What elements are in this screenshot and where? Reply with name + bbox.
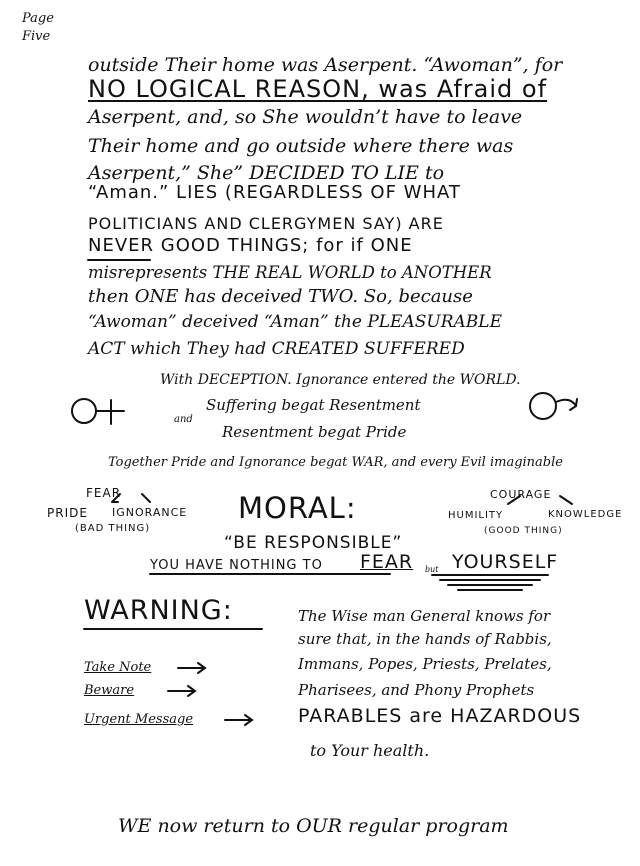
body-line: ACT which They had CREATED SUFFERED (88, 339, 465, 359)
male-symbol-icon (530, 393, 577, 419)
body-line: “Aman.” LIES (REGARDLESS OF WHAT (88, 182, 461, 203)
warning-message-line: to Your health. (310, 741, 430, 760)
moral-knowledge: KNOWLEDGE (548, 509, 623, 520)
warning-title: WARNING: (84, 595, 233, 626)
moral-bad-thing: (BAD THING) (75, 523, 151, 534)
page-label-page: Page (22, 11, 54, 26)
warning-message-line: Immans, Popes, Priests, Prelates, (298, 655, 552, 673)
female-symbol-icon (72, 399, 124, 424)
but-word: but (425, 565, 439, 574)
moral-fear: FEAR (86, 486, 122, 500)
return-line: WE now return to OUR regular program (118, 815, 509, 837)
body-line: “Awoman” deceived “Aman” the PLEASURABLE (88, 312, 502, 332)
be-responsible: “BE RESPONSIBLE” (224, 533, 403, 553)
body-line: NO LOGICAL REASON, was Afraid of (88, 75, 548, 103)
moral-good-thing: (GOOD THING) (484, 526, 563, 536)
begat-line-and: and (174, 414, 193, 425)
body-line: Their home and go outside where there was (88, 135, 514, 157)
begat-line-2: Resentment begat Pride (222, 423, 407, 441)
body-line: Aserpent, and, so She wouldn’t have to leave (88, 106, 523, 128)
body-line: Aserpent,” She” DECIDED TO LIE to (88, 162, 445, 184)
moral-title: MORAL: (238, 491, 357, 525)
fear-word: FEAR (360, 551, 414, 573)
together-line: Together Pride and Ignorance begat WAR, and every Evil imaginable (108, 455, 563, 470)
deception-line: With DECEPTION. Ignorance entered the WORLD. (160, 372, 521, 388)
body-line: POLITICIANS AND CLERGYMEN SAY) ARE (88, 214, 444, 233)
begat-line-1: Suffering begat Resentment (206, 396, 421, 414)
moral-pride: PRIDE (47, 506, 88, 520)
moral-humility: HUMILITY (448, 510, 504, 521)
moral-courage: COURAGE (490, 488, 552, 501)
take-note-label: Take Note (84, 660, 152, 675)
moral-ignorance: IGNORANCE (112, 506, 188, 519)
warning-message-line: Pharisees, and Phony Prophets (298, 681, 535, 699)
beware-label: Beware (84, 683, 135, 698)
body-line: NEVER GOOD THINGS; for if ONE (88, 235, 413, 256)
you-have-nothing: YOU HAVE NOTHING TO (150, 558, 323, 573)
warning-message-line: The Wise man General knows for (298, 607, 551, 625)
double-underline-decoration (432, 575, 548, 590)
body-line: misrepresents THE REAL WORLD to ANOTHER (88, 263, 492, 282)
page-label-number: Five (22, 29, 51, 44)
warning-message-line: PARABLES are HAZARDOUS (298, 705, 582, 727)
warning-message-line: sure that, in the hands of Rabbis, (298, 630, 552, 648)
yourself-word: YOURSELF (452, 551, 559, 573)
body-line: then ONE has deceived TWO. So, because (88, 286, 473, 307)
body-line: outside Their home was Aserpent. “Awoman”, for (88, 54, 563, 76)
urgent-message-label: Urgent Message (84, 712, 194, 727)
